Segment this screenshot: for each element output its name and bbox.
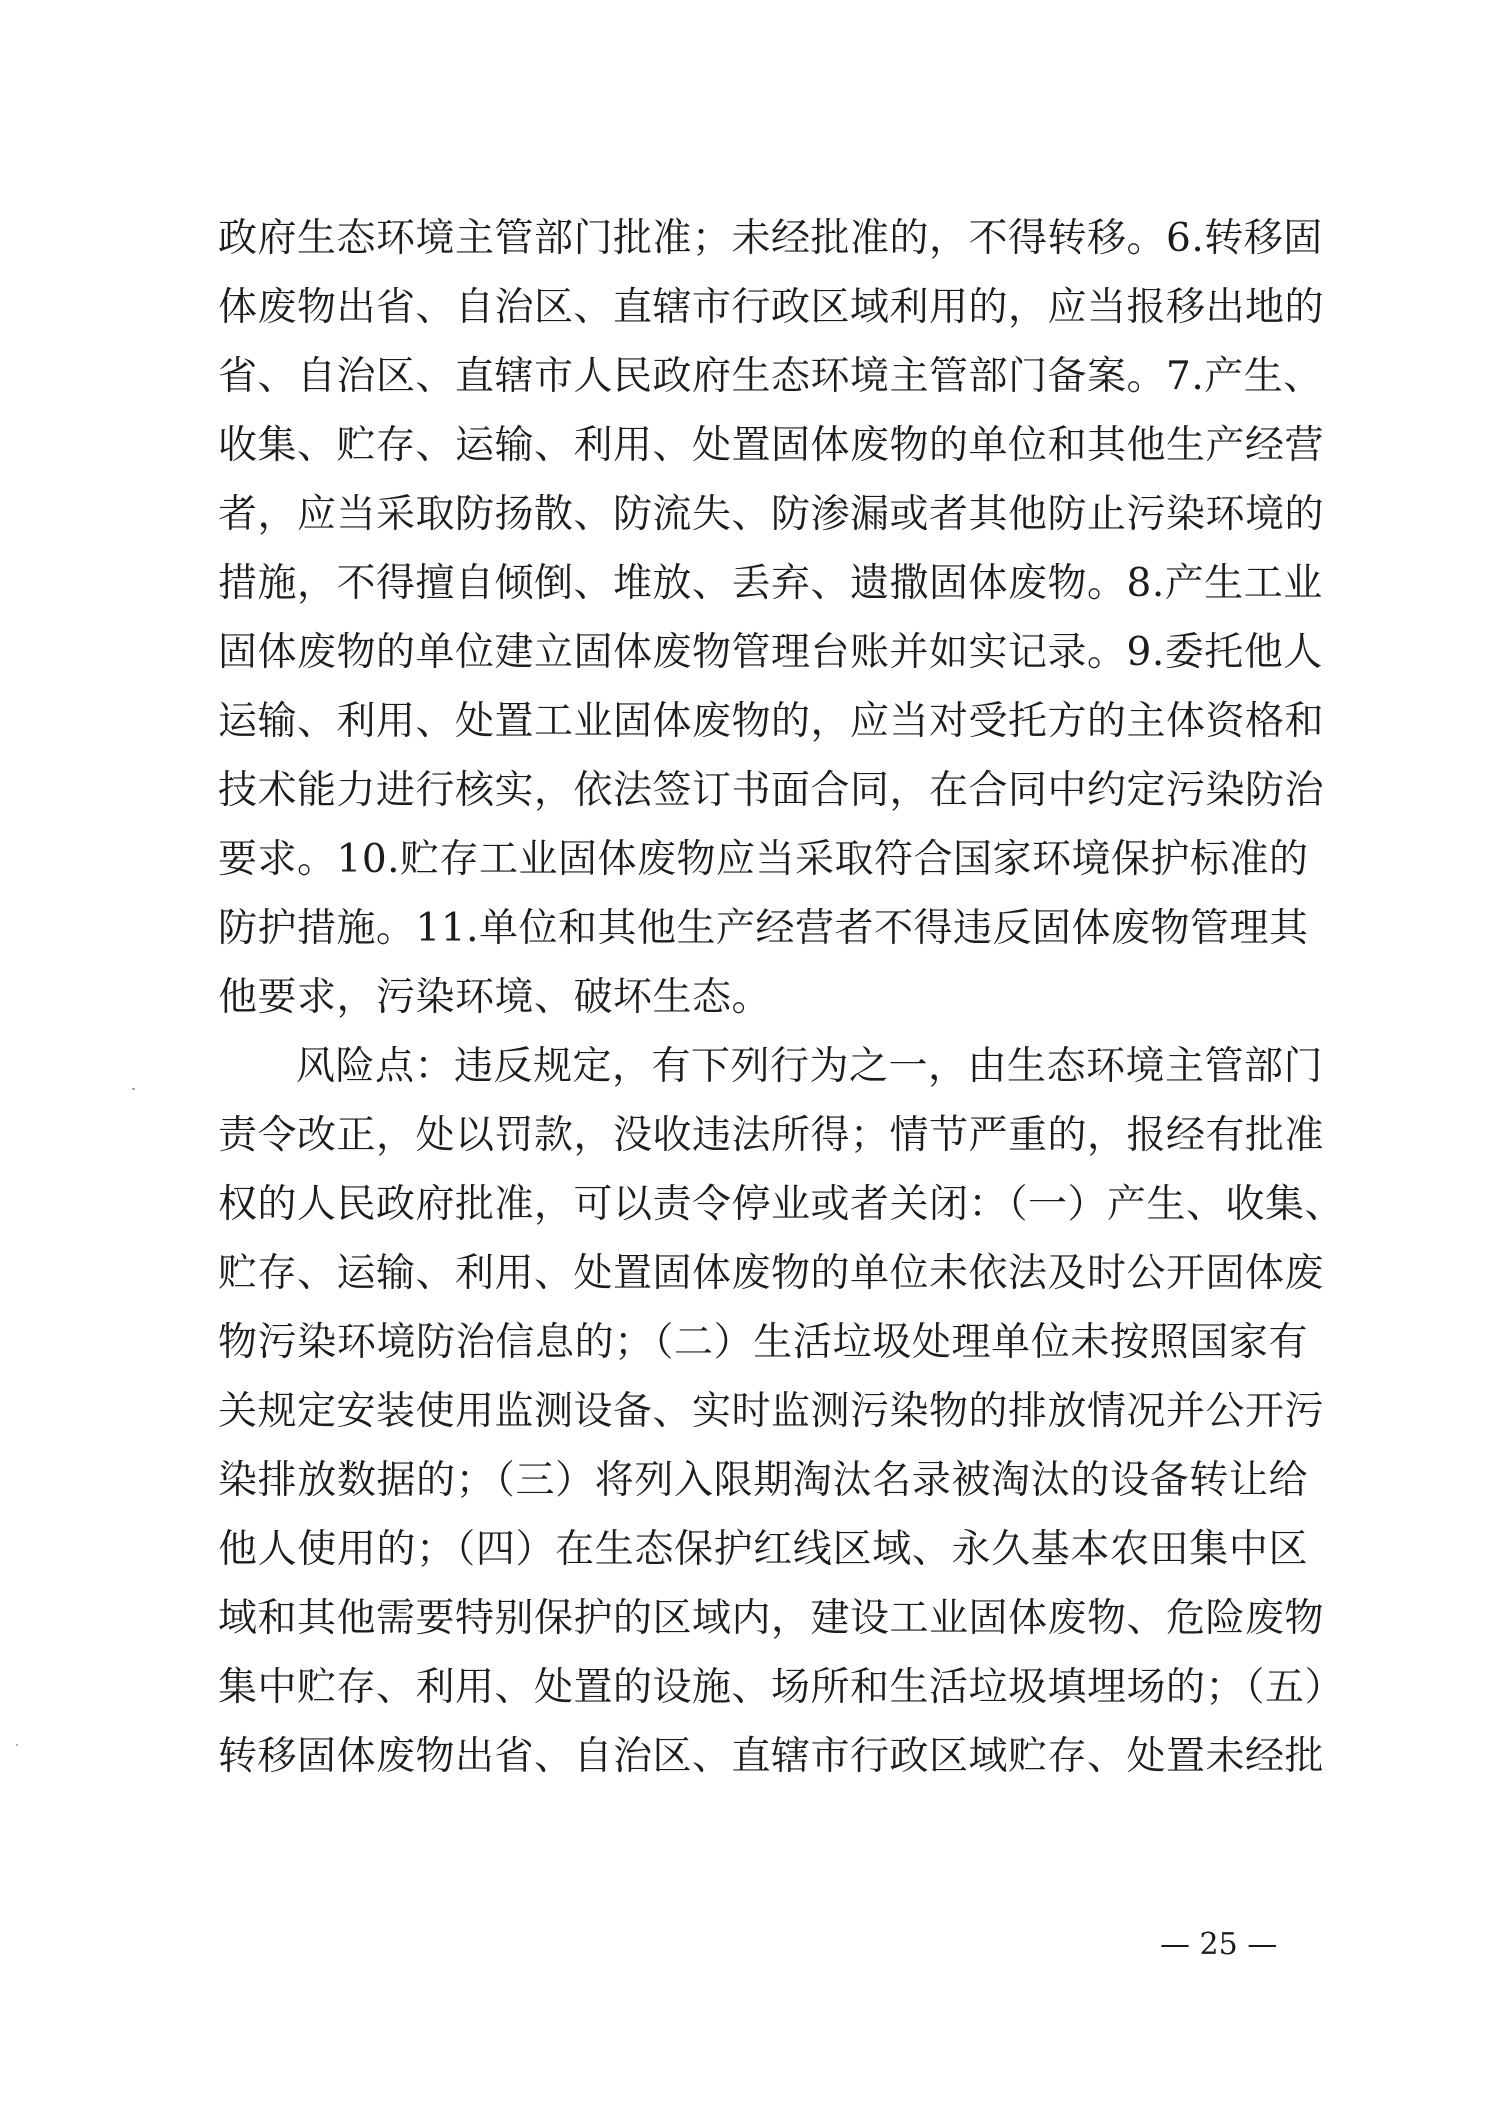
text-line: 集中贮存、利用、处置的设施、场所和生活垃圾填埋场的；（五） — [218, 1665, 1345, 1710]
text-line: 固体废物的单位建立固体废物管理台账并如实记录。9.委托他人 — [218, 630, 1323, 675]
text-line: 责令改正，处以罚款，没收违法所得；情节严重的，报经有批准 — [218, 1113, 1325, 1158]
text-line: 措施，不得擅自倾倒、堆放、丢弃、遗撒固体废物。8.产生工业 — [218, 561, 1323, 606]
text-line: 运输、利用、处置工业固体废物的，应当对受托方的主体资格和 — [218, 699, 1325, 744]
text-line: 贮存、运输、利用、处置固体废物的单位未依法及时公开固体废 — [218, 1251, 1325, 1296]
text-line: 技术能力进行核实，依法签订书面合同，在合同中约定污染防治 — [218, 768, 1325, 813]
paragraph-risk-point — [218, 1032, 1345, 1791]
text-line: 体废物出省、自治区、直辖市行政区域利用的，应当报移出地的 — [218, 285, 1325, 330]
text-line: 域和其他需要特别保护的区域内，建设工业固体废物、危险废物 — [218, 1596, 1325, 1641]
text-line: 权的人民政府批准，可以责令停业或者关闭：（一）产生、收集、 — [218, 1182, 1345, 1227]
text-line: 防护措施。11.单位和其他生产经营者不得违反固体废物管理其 — [218, 906, 1309, 951]
text-line: 染排放数据的；（三）将列入限期淘汰名录被淘汰的设备转让给 — [218, 1458, 1308, 1503]
paragraph-1 — [218, 204, 1325, 1032]
text-line: 风险点：违反规定，有下列行为之一，由生态环境主管部门 — [296, 1044, 1324, 1089]
text-line: 省、自治区、直辖市人民政府生态环境主管部门备案。7.产生、 — [218, 354, 1323, 399]
text-line: 转移固体废物出省、自治区、直辖市行政区域贮存、处置未经批 — [218, 1734, 1325, 1779]
page-number: — 25 — — [1160, 1927, 1278, 1962]
scan-speck — [132, 1088, 135, 1090]
body-text — [218, 204, 1345, 1791]
text-line: 关规定安装使用监测设备、实时监测污染物的排放情况并公开污 — [218, 1389, 1325, 1434]
scan-speck — [16, 1744, 18, 1746]
text-line: 他人使用的；（四）在生态保护红线区域、永久基本农田集中区 — [218, 1527, 1308, 1572]
text-line: 物污染环境防治信息的；（二）生活垃圾处理单位未按照国家有 — [218, 1320, 1308, 1365]
text-line: 他要求，污染环境、破坏生态。 — [218, 975, 772, 1020]
text-line: 收集、贮存、运输、利用、处置固体废物的单位和其他生产经营 — [218, 423, 1325, 468]
text-line: 政府生态环境主管部门批准；未经批准的，不得转移。6.转移固 — [218, 216, 1323, 261]
text-line: 要求。10.贮存工业固体废物应当采取符合国家环境保护标准的 — [218, 837, 1309, 882]
text-line: 者，应当采取防扬散、防流失、防渗漏或者其他防止污染环境的 — [218, 492, 1325, 537]
